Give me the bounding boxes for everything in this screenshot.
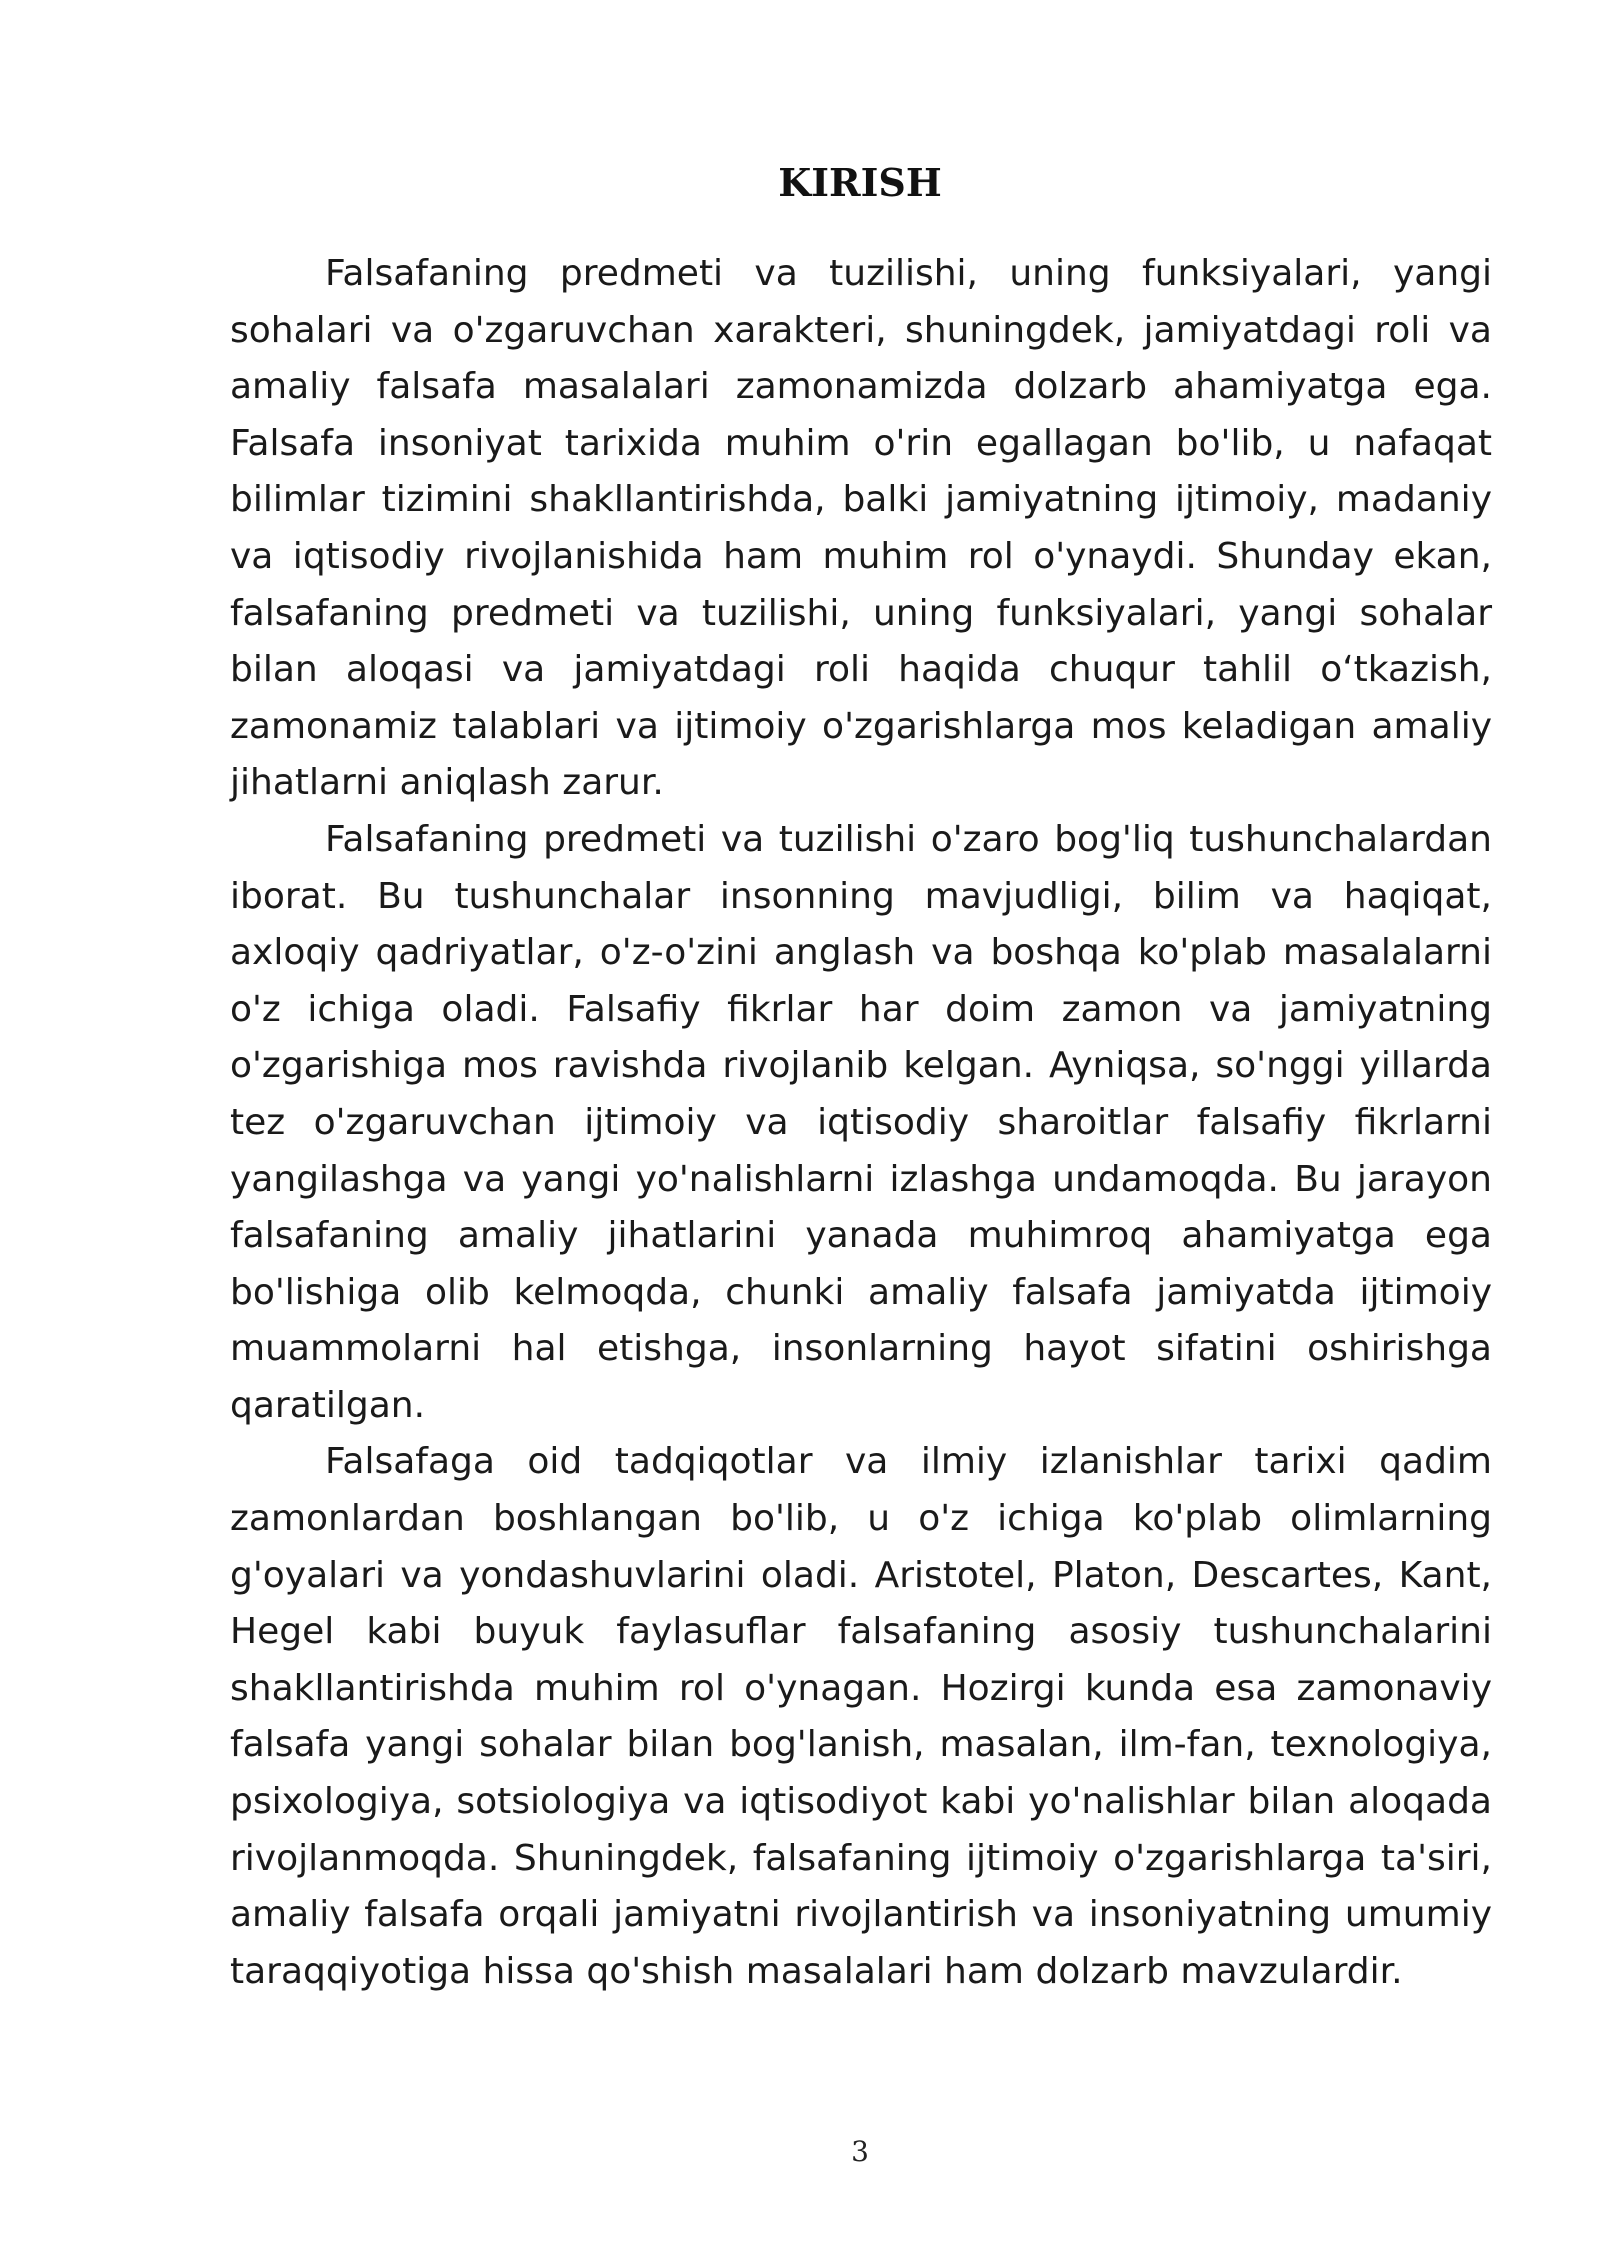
paragraph-2: Falsafaning predmeti va tuzilishi o'zaro bog'liq tushunchalardan iborat. Bu tushunchalar insonning mavjudligi, bilim va haqiqat, axloqiy qadriyatlar, o'z-o'zini anglash va boshqa ko'plab masalalarni o'z ichiga oladi. Falsafiy fikrlar har doim zamon va jamiyatning o'zgarishiga mos ravishda rivojlanib kelgan. Ayniqsa, so'nggi yillarda tez o'zgaruvchan ijtimoiy va iqtisodiy sharoitlar falsafiy fikrlarni yangilashga va yangi yo'nalishlarni izlashga undamoqda. Bu jarayon falsafaning amaliy jihatlarini yanada muhimroq ahamiyatga ega bo'lishiga olib kelmoqda, chunki amaliy falsafa jamiyatda ijtimoiy muammolarni hal etishga, insonlarning hayot sifatini oshirishga qaratilgan. — [230, 818, 1492, 1426]
page-title: KIRISH — [778, 160, 942, 205]
document-body — [230, 246, 1492, 2000]
page-number: 3 — [851, 2135, 869, 2168]
paragraph-1: Falsafaning predmeti va tuzilishi, uning funksiyalari, yangi sohalari va o'zgaruvchan xarakteri, shuningdek, jamiyatdagi roli va amaliy falsafa masalalari zamonamizda dolzarb ahamiyatga ega. Falsafa insoniyat tarixida muhim o'rin egallagan bo'lib, u nafaqat bilimlar tizimini shakllantirishda, balki jamiyatning ijtimoiy, madaniy va iqtisodiy rivojlanishida ham muhim rol o'ynaydi. Shunday ekan, falsafaning predmeti va tuzilishi, uning funksiyalari, yangi sohalar bilan aloqasi va jamiyatdagi roli haqida chuqur tahlil o‘tkazish, zamonamiz talablari va ijtimoiy o'zgarishlarga mos keladigan amaliy jihatlarni aniqlash zarur. — [230, 253, 1492, 804]
paragraph-3: Falsafaga oid tadqiqotlar va ilmiy izlanishlar tarixi qadim zamonlardan boshlangan bo'lib, u o'z ichiga ko'plab olimlarning g'oyalari va yondashuvlarini oladi. Aristotel, Platon, Descartes, Kant, Hegel kabi buyuk faylasuflar falsafaning asosiy tushunchalarini shakllantirishda muhim rol o'ynagan. Hozirgi kunda esa zamonaviy falsafa yangi sohalar bilan bog'lanish, masalan, ilm-fan, texnologiya, psixologiya, sotsiologiya va iqtisodiyot kabi yo'nalishlar bilan aloqada rivojlanmoqda. Shuningdek, falsafaning ijtimoiy o'zgarishlarga ta'siri, amaliy falsafa orqali jamiyatni rivojlantirish va insoniyatning umumiy taraqqiyotiga hissa qo'shish masalalari ham dolzarb mavzulardir. — [230, 1441, 1492, 1992]
